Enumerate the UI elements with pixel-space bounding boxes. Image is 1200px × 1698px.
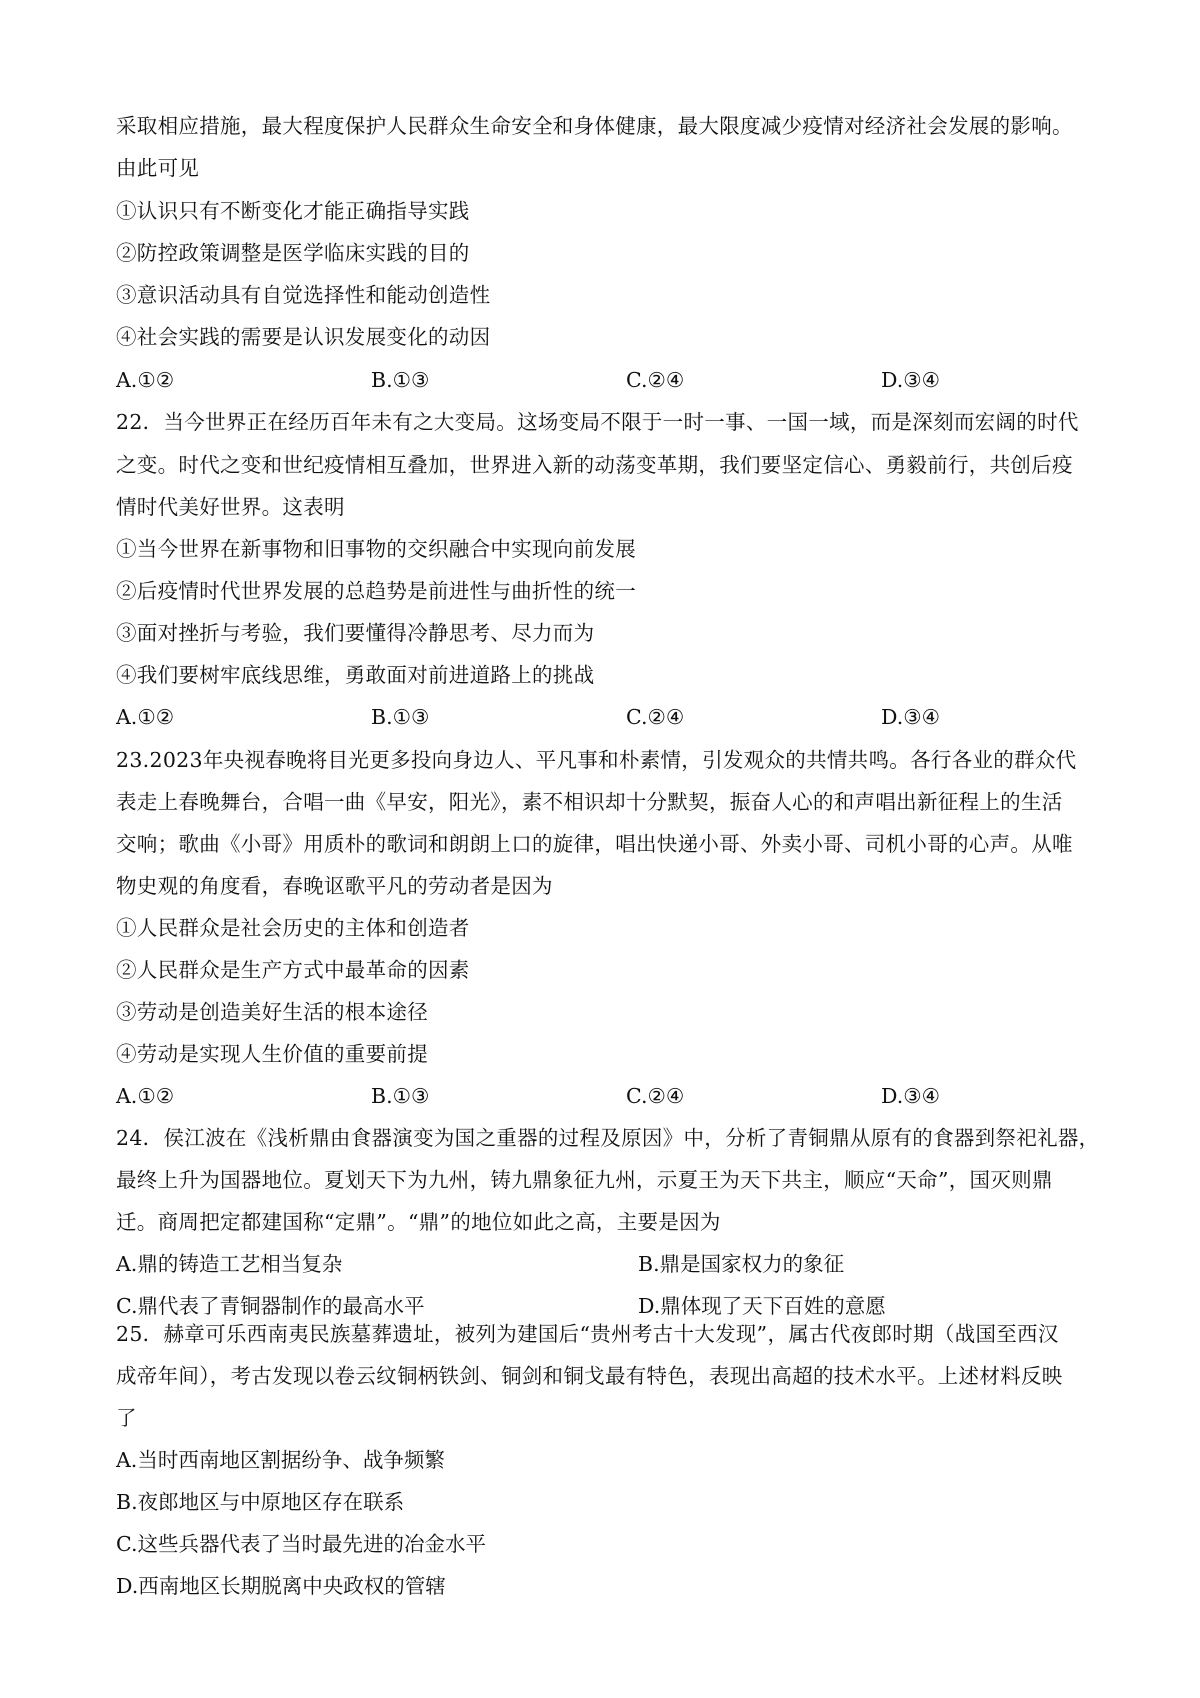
option-b: B.鼎是国家权力的象征 bbox=[638, 1252, 845, 1276]
option-a: A.①② bbox=[116, 705, 175, 729]
option-b: B.夜郎地区与中原地区存在联系 bbox=[116, 1490, 405, 1514]
option-b: B.①③ bbox=[371, 1084, 430, 1108]
statement: ④劳动是实现人生价值的重要前提 bbox=[116, 1042, 428, 1066]
intro-line: 采取相应措施，最大程度保护人民群众生命安全和身体健康，最大限度减少疫情对经济社会发展的影响。 bbox=[116, 114, 1073, 138]
question-25-line: 成帝年间），考古发现以卷云纹铜柄铁剑、铜剑和铜戈最有特色，表现出高超的技术水平。上述材料反映 bbox=[116, 1364, 1063, 1388]
option-c: C.②④ bbox=[626, 1084, 685, 1108]
statement: ③面对挫折与考验，我们要懂得冷静思考、尽力而为 bbox=[116, 621, 595, 645]
option-b: B.①③ bbox=[371, 368, 430, 392]
option-c: C.这些兵器代表了当时最先进的冶金水平 bbox=[116, 1532, 486, 1556]
option-d: D.③④ bbox=[881, 1084, 940, 1108]
option-d: D.③④ bbox=[881, 368, 940, 392]
question-22-line: 之变。时代之变和世纪疫情相互叠加，世界进入新的动荡变革期，我们要坚定信心、勇毅前行，共创后疫 bbox=[116, 453, 1073, 477]
option-b: B.①③ bbox=[371, 705, 430, 729]
intro-line: 由此可见 bbox=[116, 156, 200, 180]
question-23-line: 23.2023年央视春晚将目光更多投向身边人、平凡事和朴素情，引发观众的共情共鸣。各行各业的群众代 bbox=[116, 748, 1077, 772]
statement: ①人民群众是社会历史的主体和创造者 bbox=[116, 916, 470, 940]
option-d: D.鼎体现了天下百姓的意愿 bbox=[638, 1294, 886, 1318]
question-24-line: 最终上升为国器地位。夏划天下为九州，铸九鼎象征九州，示夏王为天下共主，顺应“天命”，国灭则鼎 bbox=[116, 1168, 1053, 1192]
statement: ④社会实践的需要是认识发展变化的动因 bbox=[116, 325, 491, 349]
question-25-line: 了 bbox=[116, 1406, 137, 1430]
option-a: A.当时西南地区割据纷争、战争频繁 bbox=[116, 1448, 445, 1472]
question-22-line: 情时代美好世界。这表明 bbox=[116, 495, 345, 519]
statement: ②人民群众是生产方式中最革命的因素 bbox=[116, 958, 470, 982]
option-d: D.③④ bbox=[881, 705, 940, 729]
option-c: C.②④ bbox=[626, 705, 685, 729]
option-c: C.鼎代表了青铜器制作的最高水平 bbox=[116, 1294, 425, 1318]
statement: ④我们要树牢底线思维，勇敢面对前进道路上的挑战 bbox=[116, 663, 595, 687]
statement: ①当今世界在新事物和旧事物的交织融合中实现向前发展 bbox=[116, 537, 636, 561]
question-24-line: 迁。商周把定都建国称“定鼎”。“鼎”的地位如此之高，主要是因为 bbox=[116, 1210, 721, 1234]
question-23-line: 物史观的角度看，春晚讴歌平凡的劳动者是因为 bbox=[116, 874, 553, 898]
statement: ②防控政策调整是医学临床实践的目的 bbox=[116, 241, 470, 265]
question-22-line: 22．当今世界正在经历百年未有之大变局。这场变局不限于一时一事、一国一域，而是深刻而宏阔的时代 bbox=[116, 410, 1079, 434]
question-24-line: 24．侯江波在《浅析鼎由食器演变为国之重器的过程及原因》中，分析了青铜鼎从原有的食器到祭祀礼器， bbox=[116, 1126, 1100, 1150]
statement: ①认识只有不断变化才能正确指导实践 bbox=[116, 199, 470, 223]
option-a: A.鼎的铸造工艺相当复杂 bbox=[116, 1252, 343, 1276]
statement: ③意识活动具有自觉选择性和能动创造性 bbox=[116, 283, 491, 307]
option-a: A.①② bbox=[116, 368, 175, 392]
option-d: D.西南地区长期脱离中央政权的管辖 bbox=[116, 1574, 446, 1598]
statement: ③劳动是创造美好生活的根本途径 bbox=[116, 1000, 428, 1024]
option-a: A.①② bbox=[116, 1084, 175, 1108]
question-25-line: 25．赫章可乐西南夷民族墓葬遗址，被列为建国后“贵州考古十大发现”，属古代夜郎时期（战国至西汉 bbox=[116, 1322, 1059, 1346]
option-c: C.②④ bbox=[626, 368, 685, 392]
question-23-line: 交响；歌曲《小哥》用质朴的歌词和朗朗上口的旋律，唱出快递小哥、外卖小哥、司机小哥的心声。从唯 bbox=[116, 832, 1073, 856]
statement: ②后疫情时代世界发展的总趋势是前进性与曲折性的统一 bbox=[116, 579, 636, 603]
question-23-line: 表走上春晚舞台，合唱一曲《早安，阳光》，素不相识却十分默契，振奋人心的和声唱出新征程上的生活 bbox=[116, 790, 1063, 814]
